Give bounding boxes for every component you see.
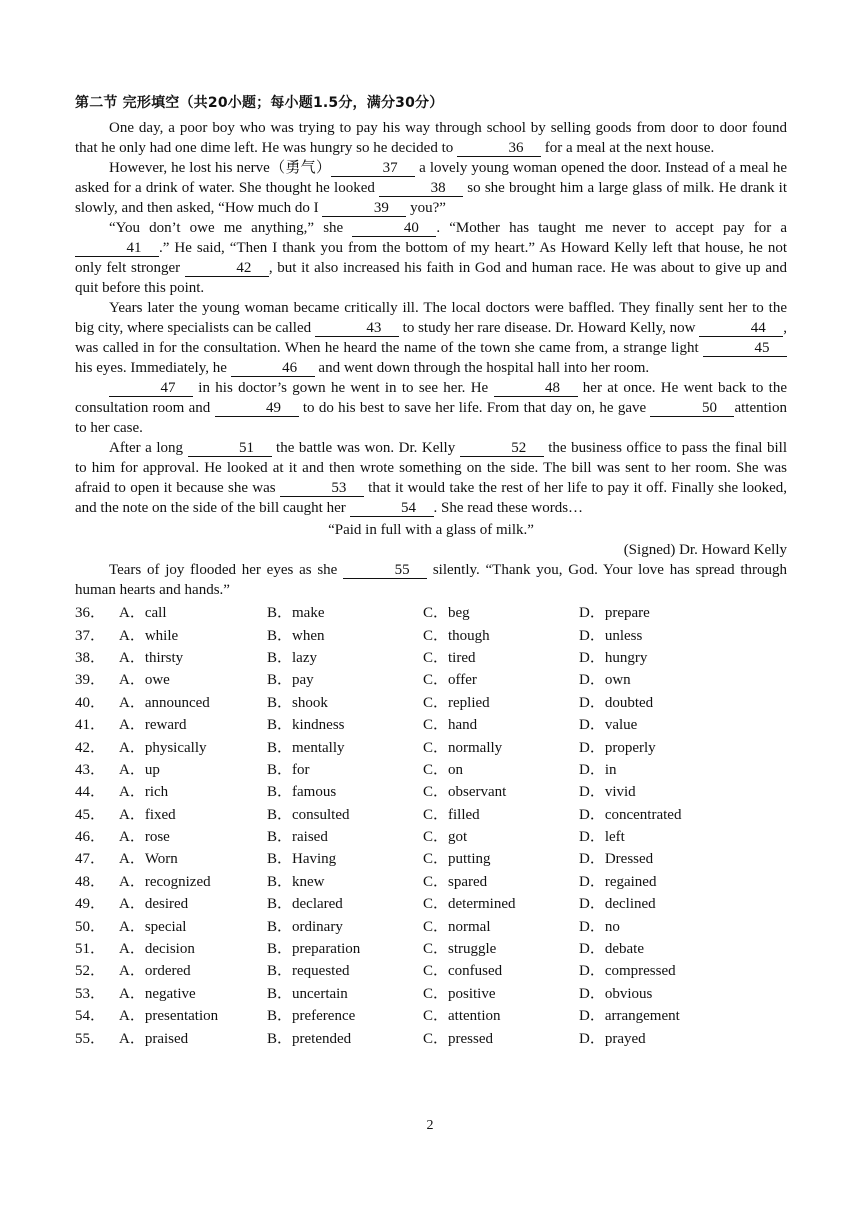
option-row — [75, 1027, 787, 1049]
option-b: B．for — [267, 761, 310, 778]
option-c: C．got — [423, 829, 468, 846]
option-row — [75, 781, 787, 803]
question-number: 52． — [75, 963, 106, 980]
option-row — [75, 602, 787, 624]
option-row — [75, 893, 787, 915]
passage-text: the battle was won. Dr. Kelly — [271, 440, 460, 456]
option-row — [75, 848, 787, 870]
option-b: B．Having — [267, 851, 337, 868]
passage-text: to study her rare disease. Dr. Howard Kelly, now — [398, 320, 700, 336]
option-a: A．rich — [119, 784, 169, 801]
option-a: A．fixed — [119, 806, 176, 823]
passage-text: Years later the young woman became critically ill. The local doctors were baffled. They finally sent her to the big city, where specialists can be called — [75, 300, 787, 336]
option-a: A．thirsty — [119, 649, 184, 666]
blank-54: 54 — [350, 500, 434, 517]
option-d: D．hungry — [579, 649, 648, 666]
option-a: A．Worn — [119, 851, 178, 868]
passage-text: silently. “Thank you, God. Your love has spread through human hearts and hands.” — [75, 562, 788, 598]
blank-37: 37 — [331, 160, 415, 177]
question-number: 39． — [75, 672, 106, 689]
option-b: B．raised — [267, 829, 328, 846]
question-number: 42． — [75, 739, 106, 756]
blank-53: 53 — [280, 480, 364, 497]
option-row — [75, 915, 787, 937]
blank-52: 52 — [460, 440, 544, 457]
option-c: C．putting — [423, 851, 491, 868]
question-number: 49． — [75, 896, 106, 913]
passage-text: to do his best to save her life. From that day on, he gave — [298, 400, 651, 416]
final-paragraph — [75, 560, 787, 600]
option-a: A．ordered — [119, 963, 191, 980]
option-d: D．regained — [579, 873, 657, 890]
passage-paragraph — [75, 158, 787, 218]
option-row — [75, 826, 787, 848]
option-row — [75, 714, 787, 736]
question-number: 46． — [75, 829, 106, 846]
option-a: A．reward — [119, 717, 187, 734]
blank-46: 46 — [231, 360, 315, 377]
passage-text: and went down through the hospital hall into her room. — [314, 360, 650, 376]
passage-text: in his doctor’s gown he went in to see her. He — [193, 380, 494, 396]
blank-55: 55 — [343, 562, 427, 579]
section-heading: 第二节 完形填空（共20小题；每小题1.5分，满分30分） — [75, 95, 444, 111]
option-row — [75, 647, 787, 669]
option-d: D．own — [579, 672, 631, 689]
option-c: C．tired — [423, 649, 476, 666]
option-row — [75, 1005, 787, 1027]
passage-paragraph — [75, 218, 787, 298]
option-d: D．properly — [579, 739, 656, 756]
question-number: 48． — [75, 873, 106, 890]
option-c: C．observant — [423, 784, 507, 801]
passage-text: attention to her case. — [75, 400, 787, 436]
blank-47: 47 — [109, 380, 193, 397]
option-d: D．arrangement — [579, 1008, 680, 1025]
blank-38: 38 — [379, 180, 463, 197]
option-d: D．declined — [579, 896, 656, 913]
option-d: D．compressed — [579, 963, 676, 980]
option-a: A．while — [119, 627, 179, 644]
passage-text: , was called in for the consultation. When he heard the name of the town she came from, a strange light — [75, 320, 788, 356]
question-number: 41． — [75, 717, 106, 734]
question-number: 53． — [75, 985, 106, 1002]
option-row — [75, 938, 787, 960]
passage-text: , but it also increased his faith in God and human race. He was about to give up and quit before this point. — [75, 260, 787, 296]
passage-text: However, he lost his nerve（勇气） — [109, 160, 332, 176]
passage-paragraph — [75, 438, 787, 518]
question-number: 55． — [75, 1030, 106, 1047]
question-number: 54． — [75, 1008, 106, 1025]
option-a: A．call — [119, 605, 167, 622]
option-c: C．beg — [423, 605, 470, 622]
passage-text: a lovely young woman opened the door. Instead of a meal he asked for a drink of water. She thought he looked — [75, 160, 787, 196]
blank-41: 41 — [75, 240, 159, 257]
option-a: A．praised — [119, 1030, 189, 1047]
passage-text: her at once. He went back to the consultation room and — [75, 380, 787, 416]
option-a: A．owe — [119, 672, 170, 689]
passage-text: so she brought him a large glass of milk. He drank it slowly, and then asked, “How much do I — [75, 180, 788, 216]
passage-text: . She read these words… — [433, 500, 584, 516]
option-c: C．replied — [423, 694, 490, 711]
option-b: B．ordinary — [267, 918, 343, 935]
passage-text: the business office to pass the final bill to him for approval. He looked at it and then wrote something on the side. The bill was sent to her room. She was afraid to open it because she was — [75, 440, 787, 496]
option-c: C．on — [423, 761, 464, 778]
passage-text: Tears of joy flooded her eyes as she — [109, 562, 344, 578]
blank-48: 48 — [494, 380, 578, 397]
option-b: B．mentally — [267, 739, 345, 756]
blank-49: 49 — [215, 400, 299, 417]
option-a: A．recognized — [119, 873, 211, 890]
question-number: 43． — [75, 761, 106, 778]
option-c: C．positive — [423, 985, 496, 1002]
option-d: D．prayed — [579, 1030, 646, 1047]
passage-text: his eyes. Immediately, he — [75, 360, 231, 376]
passage-text: that it would take the rest of her life to pay it off. Finally she looked, and the note on the side of the bill caught her — [75, 480, 787, 516]
option-b: B．consulted — [267, 806, 350, 823]
blank-40: 40 — [352, 220, 436, 237]
option-b: B．famous — [267, 784, 337, 801]
option-d: D．vivid — [579, 784, 636, 801]
option-a: A．up — [119, 761, 160, 778]
option-a: A．negative — [119, 985, 196, 1002]
option-b: B．when — [267, 627, 325, 644]
document-page — [75, 92, 787, 1050]
option-a: A．decision — [119, 941, 195, 958]
option-d: D．no — [579, 918, 620, 935]
option-b: B．declared — [267, 896, 343, 913]
option-row — [75, 759, 787, 781]
option-a: A．rose — [119, 829, 170, 846]
option-b: B．pay — [267, 672, 314, 689]
option-b: B．pretended — [267, 1030, 352, 1047]
option-d: D．value — [579, 717, 638, 734]
option-row — [75, 624, 787, 646]
question-number: 38． — [75, 649, 106, 666]
option-a: A．announced — [119, 694, 210, 711]
question-number: 51． — [75, 941, 106, 958]
option-d: D．concentrated — [579, 806, 682, 823]
option-c: C．pressed — [423, 1030, 493, 1047]
option-row — [75, 692, 787, 714]
option-c: C．offer — [423, 672, 477, 689]
quote-line: “Paid in full with a glass of milk.” — [328, 522, 534, 538]
option-d: D．in — [579, 761, 617, 778]
option-b: B．knew — [267, 873, 325, 890]
question-number: 45． — [75, 806, 106, 823]
signature-line: (Signed) Dr. Howard Kelly — [623, 542, 787, 558]
question-number: 50． — [75, 918, 106, 935]
option-c: C．though — [423, 627, 490, 644]
option-d: D．doubted — [579, 694, 654, 711]
page-number: 2 — [426, 1118, 434, 1133]
question-number: 44． — [75, 784, 106, 801]
passage-text: After a long — [109, 440, 188, 456]
blank-51: 51 — [188, 440, 272, 457]
option-b: B．requested — [267, 963, 350, 980]
passage-paragraph — [75, 298, 787, 378]
blank-50: 50 — [650, 400, 734, 417]
option-c: C．hand — [423, 717, 478, 734]
option-a: A．physically — [119, 739, 207, 756]
blank-43: 43 — [315, 320, 399, 337]
question-number: 36． — [75, 605, 106, 622]
question-number: 40． — [75, 694, 106, 711]
option-c: C．spared — [423, 873, 488, 890]
option-b: B．lazy — [267, 649, 317, 666]
blank-45: 45 — [703, 340, 787, 357]
option-c: C．filled — [423, 806, 480, 823]
blank-44: 44 — [699, 320, 783, 337]
blank-39: 39 — [322, 200, 406, 217]
option-row — [75, 736, 787, 758]
passage-paragraph — [75, 118, 787, 158]
option-row — [75, 983, 787, 1005]
passage-text: One day, a poor boy who was trying to pay his way through school by selling goods from door to door found that he only had one dime left. He was hungry so he decided to — [75, 120, 787, 156]
option-b: B．kindness — [267, 717, 345, 734]
option-b: B．preference — [267, 1008, 356, 1025]
option-row — [75, 871, 787, 893]
question-number: 37． — [75, 627, 106, 644]
question-number: 47． — [75, 851, 106, 868]
option-d: D．left — [579, 829, 625, 846]
passage-text: “You don’t owe me anything,” she — [109, 220, 353, 236]
option-b: B．preparation — [267, 941, 361, 958]
option-row — [75, 804, 787, 826]
option-a: A．special — [119, 918, 187, 935]
option-d: D．Dressed — [579, 851, 654, 868]
option-c: C．attention — [423, 1008, 501, 1025]
option-d: D．unless — [579, 627, 643, 644]
option-b: B．shook — [267, 694, 328, 711]
option-b: B．make — [267, 605, 325, 622]
passage-text: . “Mother has taught me never to accept pay for a — [436, 220, 787, 236]
option-c: C．normal — [423, 918, 491, 935]
option-d: D．debate — [579, 941, 644, 958]
blank-36: 36 — [457, 140, 541, 157]
blank-42: 42 — [185, 260, 269, 277]
option-d: D．obvious — [579, 985, 653, 1002]
options-list — [75, 602, 787, 1050]
option-c: C．struggle — [423, 941, 497, 958]
option-row — [75, 960, 787, 982]
passage-text: .” He said, “Then I thank you from the bottom of my heart.” As Howard Kelly left that house, he not only felt stronger — [75, 240, 787, 276]
option-a: A．desired — [119, 896, 189, 913]
option-c: C．confused — [423, 963, 503, 980]
cloze-passage — [75, 118, 787, 518]
option-c: C．normally — [423, 739, 503, 756]
passage-text: you?” — [406, 200, 446, 216]
option-b: B．uncertain — [267, 985, 348, 1002]
option-row — [75, 669, 787, 691]
option-d: D．prepare — [579, 605, 650, 622]
passage-paragraph — [75, 378, 787, 438]
option-a: A．presentation — [119, 1008, 219, 1025]
passage-text: for a meal at the next house. — [540, 140, 715, 156]
option-c: C．determined — [423, 896, 516, 913]
